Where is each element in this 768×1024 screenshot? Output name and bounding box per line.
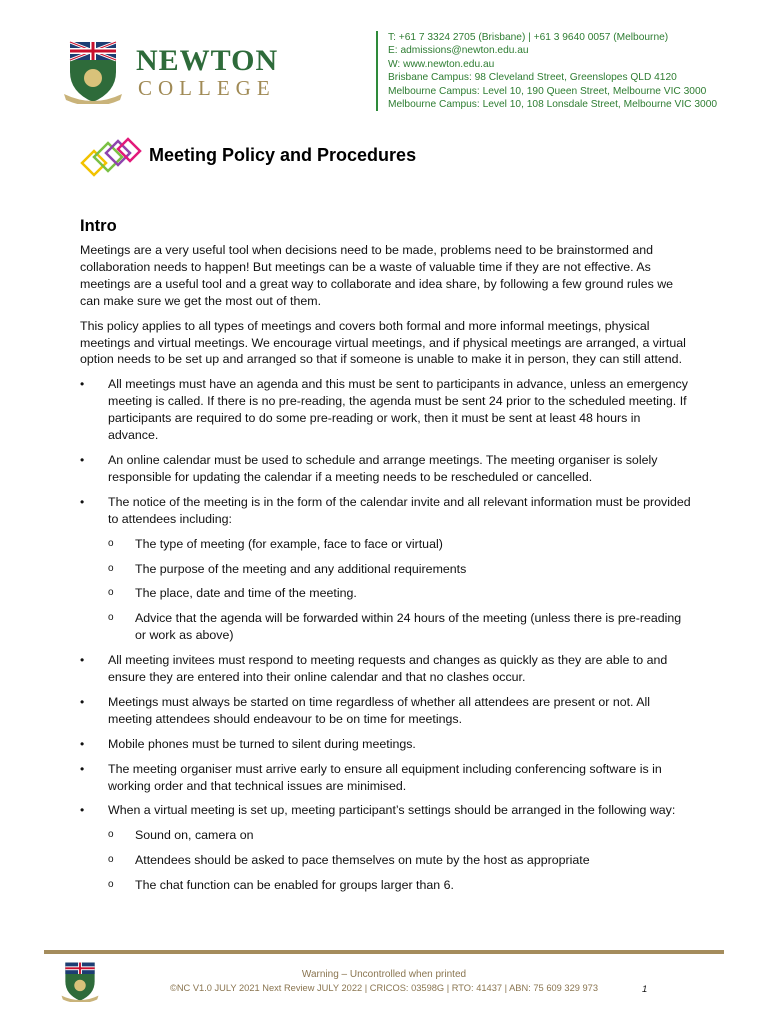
intro-paragraph: Meetings are a very useful tool when decisions need to be made, problems need to be brainstormed and collaboration needs to happen! But meetings can be a waste of valuable time if they are not effective. As meetings are a useful tool and a great way to collaborate and idea share, by following a few ground rules we can make sure we get the most out of them. [80,243,674,308]
document-title: Meeting Policy and Procedures [149,145,417,165]
sub-list-item: o The purpose of the meeting and any additional requirements [108,561,692,578]
sub-list-item: o The place, date and time of the meeting. [108,585,692,602]
list-item: • The meeting organiser must arrive early to ensure all equipment including conferencing software is in working order and that technical issues are minimised. [80,761,692,795]
notice-sublist [108,536,692,645]
list-item-text: The notice of the meeting is in the form of the calendar invite and all relevant information must be provided to attendees including: [108,494,691,526]
page-number: 1 [642,984,648,995]
sub-list-item: o Sound on, camera on [108,827,692,844]
contact-phone: T: +61 7 3324 2705 (Brisbane) | +61 3 9640 0057 (Melbourne) [388,32,669,43]
virtual-sublist [108,827,692,894]
list-item [80,802,692,894]
contact-melbourne-campus-1: Melbourne Campus: Level 10, 190 Queen Street, Melbourne VIC 3000 [388,85,707,97]
list-item-text: When a virtual meeting is set up, meeting participant’s settings should be arranged in the following way: [108,803,676,818]
contact-melbourne-campus-2: Melbourne Campus: Level 10, 108 Lonsdale Street, Melbourne VIC 3000 [388,99,718,111]
list-item: • Mobile phones must be turned to silent during meetings. [80,736,692,753]
contact-email[interactable]: E: admissions@newton.edu.au [388,45,529,57]
contact-block [376,31,717,111]
brand-subname: COLLEGE [138,76,276,100]
footer-warning: Warning – Uncontrolled when printed [301,969,467,980]
sub-list-item: o The type of meeting (for example, face to face or virtual) [108,536,692,553]
sub-list-item: o The chat function can be enabled for groups larger than 6. [108,877,692,894]
section-heading: Intro [80,217,117,235]
policy-list [80,376,692,894]
diamond-emblem-icon [80,135,144,181]
contact-brisbane-campus: Brisbane Campus: 98 Cleveland Street, Greenslopes QLD 4120 [388,72,677,84]
footer-legal: ©NC V1.0 JULY 2021 Next Review JULY 2022 | CRICOS: 03598G | RTO: 41437 | ABN: 75 609 329 973 [169,983,599,993]
list-item: • All meeting invitees must respond to meeting requests and changes as quickly as they are able to and ensure they are entered into their online calendar and that no clashes occur. [80,652,692,686]
scope-paragraph: This policy applies to all types of meetings and covers both formal and more informal meetings, physical meetings and virtual meetings. We encourage virtual meetings, and if physical meetings are arranged, a virtual option needs to be set up and arranged so that if someone is unable to make it in person, they can still attend. [80,318,686,367]
contact-website[interactable]: W: www.newton.edu.au [388,58,495,70]
list-item: • All meetings must have an agenda and this must be sent to participants in advance, unless an emergency meeting is called. If there is no pre-reading, the agenda must be sent 24 prior to the scheduled meeting. If participants are required to do some pre-reading or work, then it must be sent at least 48 hours in advance. [80,376,692,444]
list-item [80,494,692,644]
sub-list-item: o Attendees should be asked to pace themselves on mute by the host as appropriate [108,852,692,869]
footer-divider [44,950,724,954]
footer-crest-icon [60,960,100,1002]
list-item: • An online calendar must be used to schedule and arrange meetings. The meeting organiser is solely responsible for updating the calendar if a meeting needs to be rescheduled or cancelled. [80,452,692,486]
sub-list-item: o Advice that the agenda will be forwarded within 24 hours of the meeting (unless there is pre-reading or work as above) [108,610,692,644]
brand-name: NEWTON [136,44,279,77]
crest-icon [62,38,124,104]
list-item: • Meetings must always be started on time regardless of whether all attendees are present or not. All meeting attendees should endeavour to be on time for meetings. [80,694,692,728]
college-logo [62,38,282,106]
document-body [80,217,692,902]
